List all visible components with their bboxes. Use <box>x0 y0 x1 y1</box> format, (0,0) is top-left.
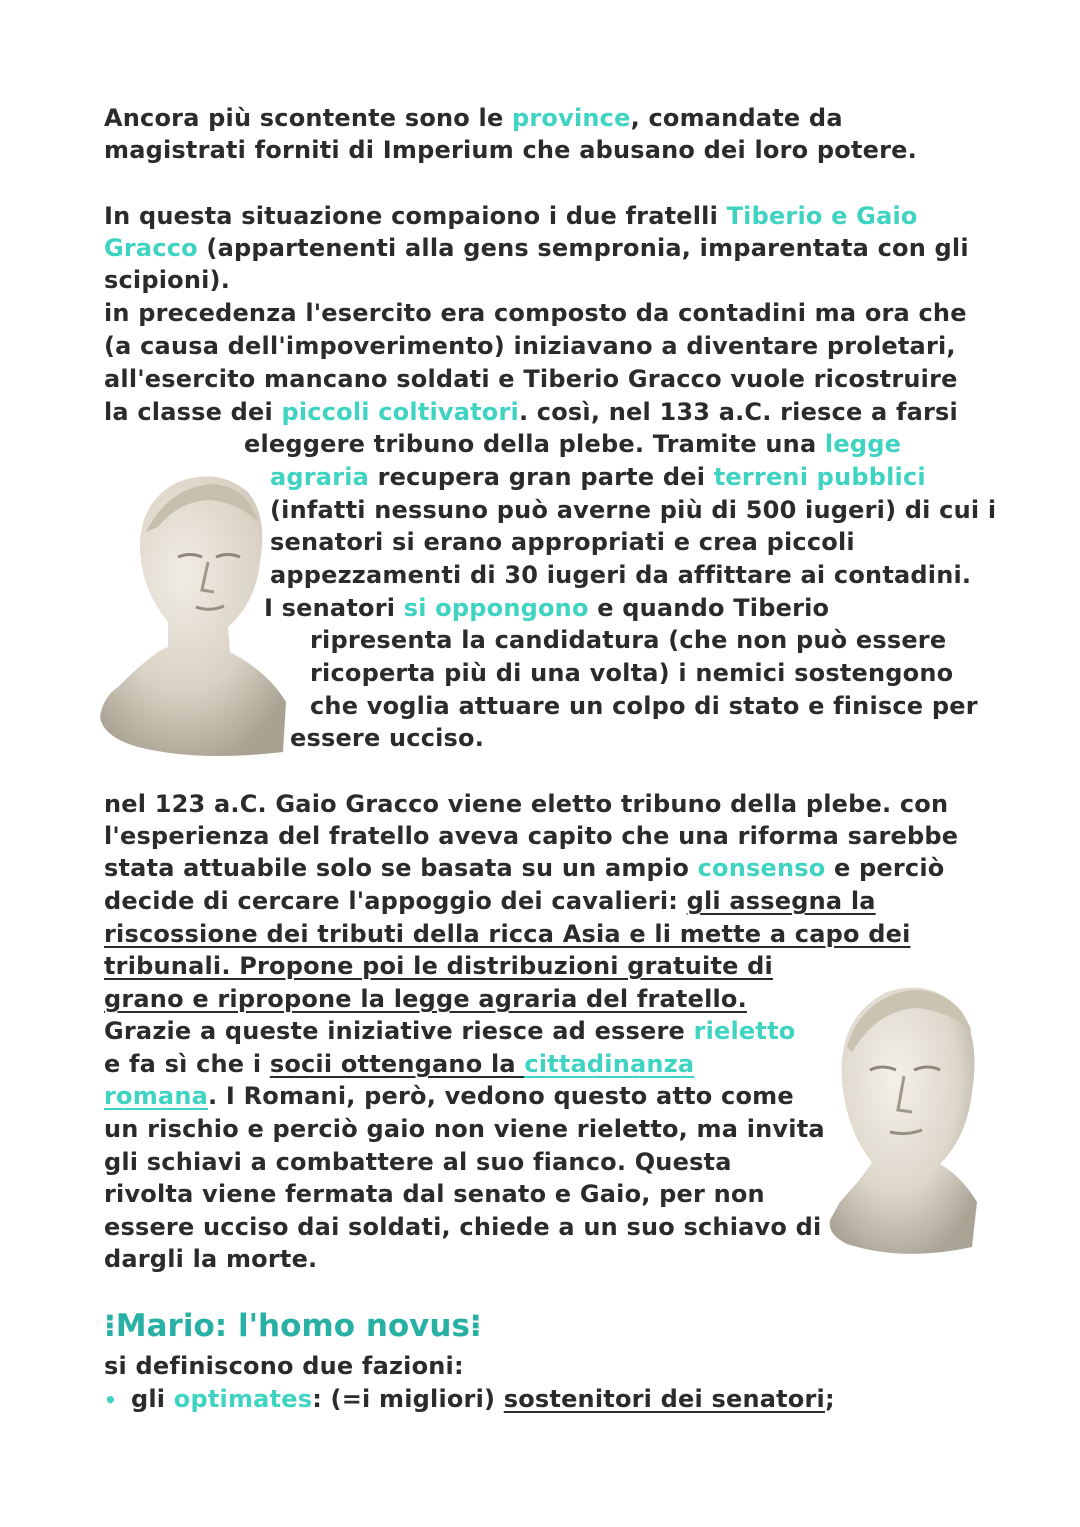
text-line <box>104 852 944 884</box>
text-segment: all'esercito mancano soldati e Tiberio Gracco vuole ricostruire <box>104 365 958 393</box>
text-line <box>104 396 958 428</box>
text-segment: terreni pubblici <box>713 463 926 491</box>
text-line <box>104 330 956 362</box>
text-line <box>104 1178 765 1210</box>
text-segment: piccoli coltivatori <box>281 398 519 426</box>
text-line <box>104 950 773 982</box>
text-segment: . I Romani, però, vedono questo atto come <box>208 1082 794 1110</box>
text-segment: magistrati forniti di Imperium che abusano dei loro potere. <box>104 136 917 164</box>
text-segment: gli schiavi a combattere al suo fianco. Questa <box>104 1148 732 1176</box>
text-segment: rivolta viene fermata dal senato e Gaio, per non <box>104 1180 765 1208</box>
text-segment: : (=i migliori) <box>312 1385 504 1413</box>
text-segment: cittadinanza <box>524 1050 695 1078</box>
text-line <box>104 1146 732 1178</box>
text-line <box>104 1243 317 1275</box>
text-segment: Ancora più scontente sono le <box>104 104 512 132</box>
text-segment: essere ucciso dai soldati, chiede a un suo schiavo di <box>104 1213 822 1241</box>
tiberio-gracco-bust-image <box>98 462 288 758</box>
text-line <box>104 363 958 395</box>
text-segment: gli assegna la <box>686 887 876 915</box>
text-segment: consenso <box>697 854 826 882</box>
text-segment: e perciò <box>825 854 945 882</box>
text-segment: legge <box>824 430 902 458</box>
text-line <box>244 428 901 460</box>
list-item-optimates <box>104 1383 835 1416</box>
text-segment: l'esperienza del fratello aveva capito che una riforma sarebbe <box>104 822 959 850</box>
text-segment: si oppongono <box>403 594 589 622</box>
text-line <box>104 232 969 264</box>
text-segment: Gracco <box>104 234 198 262</box>
text-line <box>104 102 843 134</box>
text-segment: decide di cercare l'appoggio dei cavalieri: <box>104 887 687 915</box>
text-line <box>310 657 953 689</box>
text-segment: rieletto <box>693 1017 796 1045</box>
text-line <box>310 624 946 656</box>
text-line <box>104 820 958 852</box>
text-line <box>104 264 230 296</box>
text-segment: (a causa dell'impoverimento) iniziavano a diventare proletari, <box>104 332 956 360</box>
text-line <box>290 722 484 754</box>
text-line <box>264 592 829 624</box>
text-segment: In questa situazione compaiono i due fratelli <box>104 202 727 230</box>
text-segment: province <box>512 104 631 132</box>
text-segment: riscossione dei tributi della ricca Asia e li mette a capo dei <box>104 920 911 948</box>
text-segment: grano e ripropone la legge agraria del fratello. <box>104 985 747 1013</box>
text-segment: . così, nel 133 a.C. riesce a farsi <box>518 398 958 426</box>
section-heading-mario: ⁝Mario: l'homo novus⁝ <box>104 1308 482 1344</box>
text-segment: agraria <box>270 463 370 491</box>
text-line <box>310 690 978 722</box>
text-segment: sostenitori dei senatori <box>503 1385 825 1413</box>
text-line <box>104 1350 464 1382</box>
text-segment: scipioni). <box>104 266 231 294</box>
text-segment: nel 123 a.C. Gaio Gracco viene eletto tribuno della plebe. con <box>104 790 949 818</box>
text-line <box>104 1048 694 1080</box>
text-segment: socii ottengano la <box>269 1050 525 1078</box>
text-segment: tribunali. Propone poi le distribuzioni gratuite di <box>104 952 773 980</box>
text-segment: romana <box>104 1082 209 1110</box>
text-segment: senatori si erano appropriati e crea piccoli <box>270 528 855 556</box>
text-segment: eleggere tribuno della plebe. Tramite una <box>244 430 825 458</box>
text-segment: dargli la morte. <box>104 1245 318 1273</box>
text-segment: gli <box>130 1385 174 1413</box>
gaio-gracco-bust-image <box>822 972 982 1254</box>
text-line <box>104 983 747 1015</box>
text-segment: ripresenta la candidatura (che non può essere <box>310 626 947 654</box>
bullet-icon: • <box>104 1388 117 1412</box>
text-line <box>270 461 926 493</box>
text-segment: Tiberio e Gaio <box>726 202 918 230</box>
text-line <box>104 788 948 820</box>
text-line <box>104 885 876 917</box>
text-line <box>104 297 967 329</box>
text-segment: (appartenenti alla gens sempronia, imparentata con gli <box>197 234 969 262</box>
text-segment: essere ucciso. <box>290 724 485 752</box>
text-segment: (infatti nessuno può averne più di 500 iugeri) di cui i <box>270 496 997 524</box>
text-line <box>270 494 996 526</box>
text-line <box>104 200 918 232</box>
text-segment: un rischio e perciò gaio non viene rieletto, ma invita <box>104 1115 825 1143</box>
text-segment: ricoperta più di una volta) i nemici sostengono <box>310 659 954 687</box>
text-segment: che voglia attuare un colpo di stato e finisce per <box>310 692 978 720</box>
text-line <box>270 559 971 591</box>
text-segment: Grazie a queste iniziative riesce ad essere <box>104 1017 694 1045</box>
text-segment: , comandate da <box>630 104 843 132</box>
text-segment: e fa sì che i <box>104 1050 270 1078</box>
text-segment: appezzamenti di 30 iugeri da affittare ai contadini. <box>270 561 972 589</box>
text-line <box>104 1211 821 1243</box>
text-segment: recupera gran parte dei <box>369 463 714 491</box>
text-segment: e quando Tiberio <box>588 594 830 622</box>
text-line <box>104 134 917 166</box>
text-line <box>104 918 911 950</box>
list-item-text <box>131 1385 835 1413</box>
text-segment: optimates <box>173 1385 313 1413</box>
text-segment: si definiscono due fazioni: <box>104 1352 464 1380</box>
text-segment: stata attuabile solo se basata su un ampio <box>104 854 698 882</box>
text-line <box>104 1113 825 1145</box>
text-line <box>104 1080 794 1112</box>
text-segment: in precedenza l'esercito era composto da contadini ma ora che <box>104 299 967 327</box>
text-segment: I senatori <box>264 594 404 622</box>
text-segment: la classe dei <box>104 398 282 426</box>
text-segment: ; <box>824 1385 835 1413</box>
text-line <box>270 526 855 558</box>
text-line <box>104 1015 795 1047</box>
